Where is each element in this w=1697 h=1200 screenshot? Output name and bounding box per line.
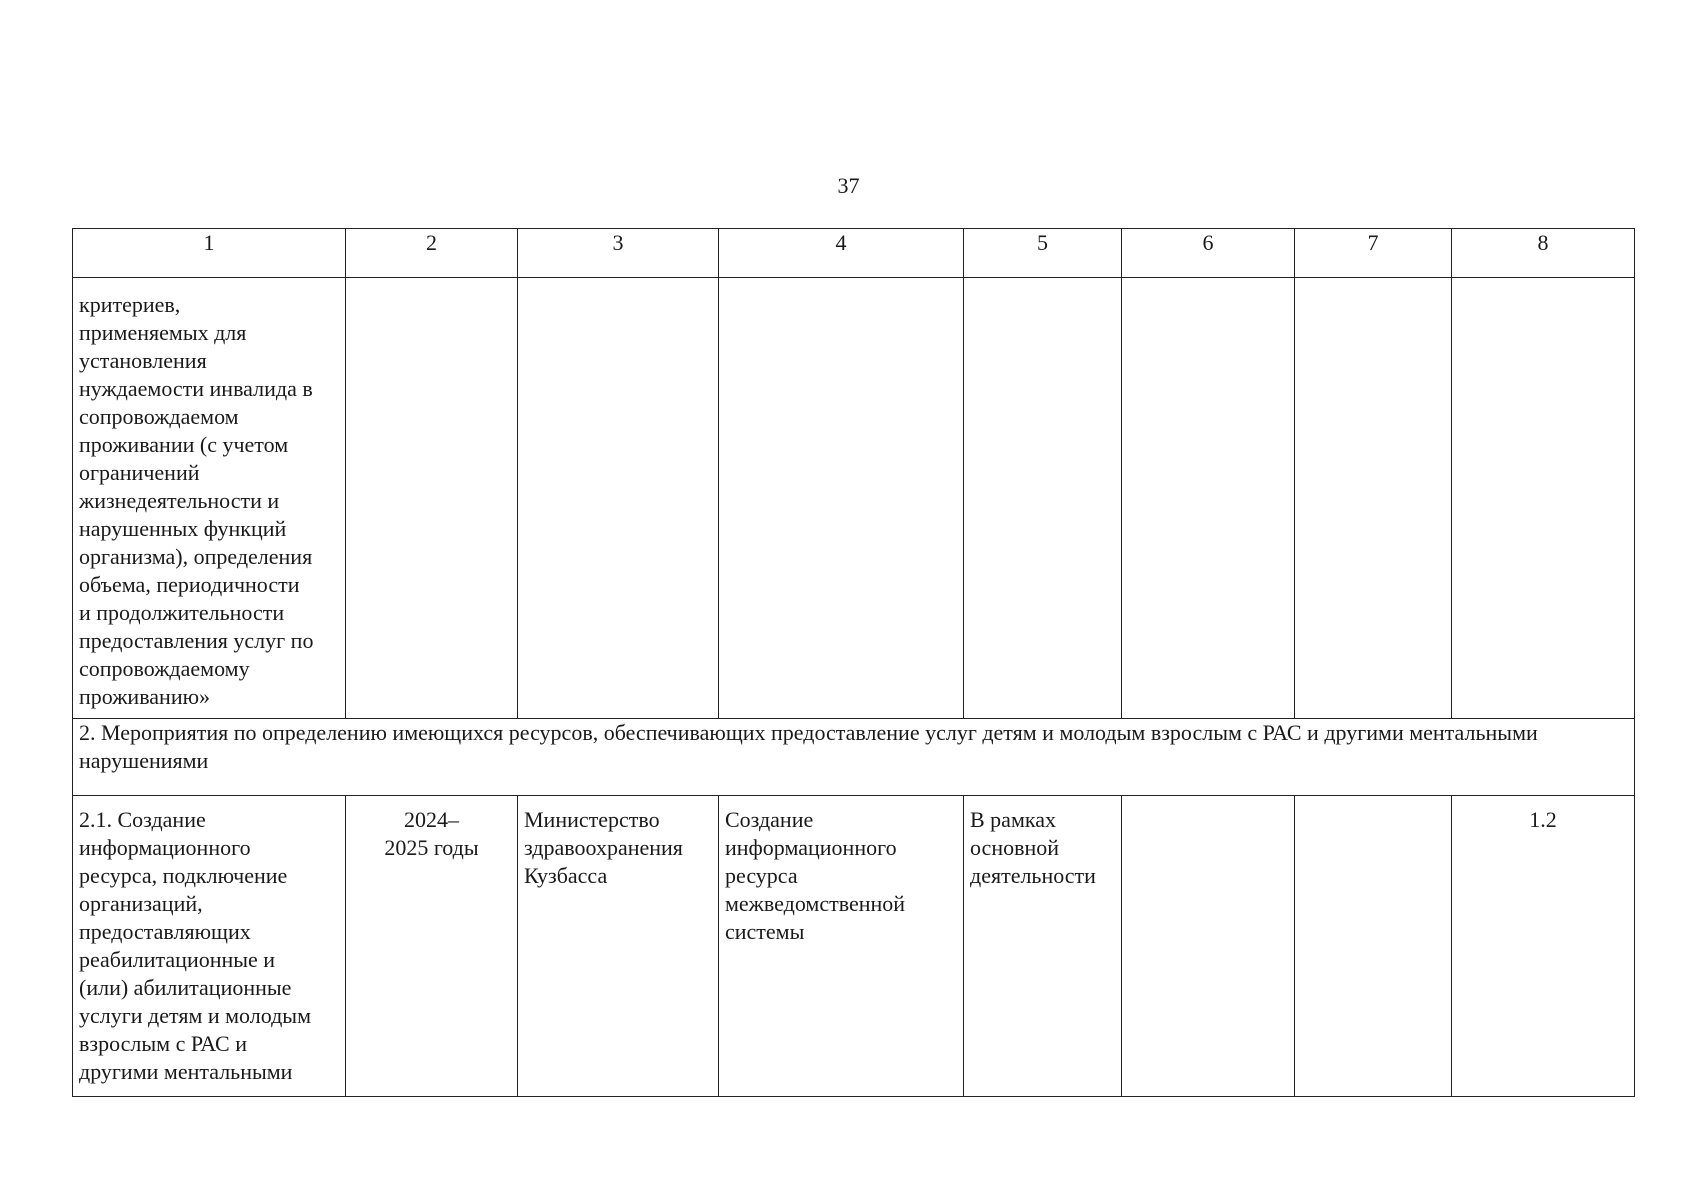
funding-source: В рамках основной деятельности	[970, 807, 1096, 888]
table-cell	[1122, 796, 1295, 1097]
table-cell	[73, 796, 346, 1097]
section-heading-row	[73, 719, 1635, 796]
table-header-row	[73, 229, 1635, 278]
table-cell	[1452, 796, 1635, 1097]
table-cell	[964, 796, 1122, 1097]
header-cell-7: 7	[1295, 229, 1452, 278]
responsible: Министерство здравоохранения Кузбасса	[524, 807, 683, 888]
header-cell-3: 3	[518, 229, 719, 278]
header-cell-4: 4	[719, 229, 964, 278]
section-heading-cell	[73, 719, 1635, 796]
page-number: 37	[837, 173, 860, 198]
header-cell-8: 8	[1452, 229, 1635, 278]
header-cell-6: 6	[1122, 229, 1295, 278]
table-row	[73, 796, 1635, 1097]
table-row	[73, 278, 1635, 719]
continuation-text: критериев, применяемых для установления нуждаемости инвалида в сопровождаемом проживании (с учетом ограничений жизнедеятельности и нарушенных функций организма), определения объема, периодичности и продолжительности предоставления услуг по сопровождаемому проживанию»	[79, 292, 314, 709]
document-table	[72, 228, 1635, 1097]
header-cell-5: 5	[964, 229, 1122, 278]
section-heading: 2. Мероприятия по определению имеющихся ресурсов, обеспечивающих предоставление услуг детям и молодым взрослым с РАС и другими ментальными нарушениями	[79, 720, 1538, 773]
table-cell	[719, 796, 964, 1097]
table-cell	[73, 278, 346, 719]
table-cell	[1122, 278, 1295, 719]
table-cell	[719, 278, 964, 719]
column-6-value	[1128, 796, 1288, 806]
expected-result: Создание информационного ресурса межведомственной системы	[725, 807, 906, 944]
measure-name: 2.1. Создание информационного ресурса, подключение организаций, предоставляющих реабилитационные и (или) абилитационные услуги детям и молодым взрослым с РАС и другими ментальными	[79, 807, 312, 1084]
indicator-ref: 1.2	[1529, 807, 1557, 832]
column-7-value	[1301, 796, 1445, 806]
table-cell	[518, 796, 719, 1097]
table-cell	[518, 278, 719, 719]
table-cell	[346, 796, 518, 1097]
table-cell	[1295, 278, 1452, 719]
table-cell	[1295, 796, 1452, 1097]
period: 2024– 2025 годы	[384, 807, 479, 860]
header-cell-1: 1	[73, 229, 346, 278]
table-cell	[1452, 278, 1635, 719]
header-cell-2: 2	[346, 229, 518, 278]
table-cell	[964, 278, 1122, 719]
table-cell	[346, 278, 518, 719]
